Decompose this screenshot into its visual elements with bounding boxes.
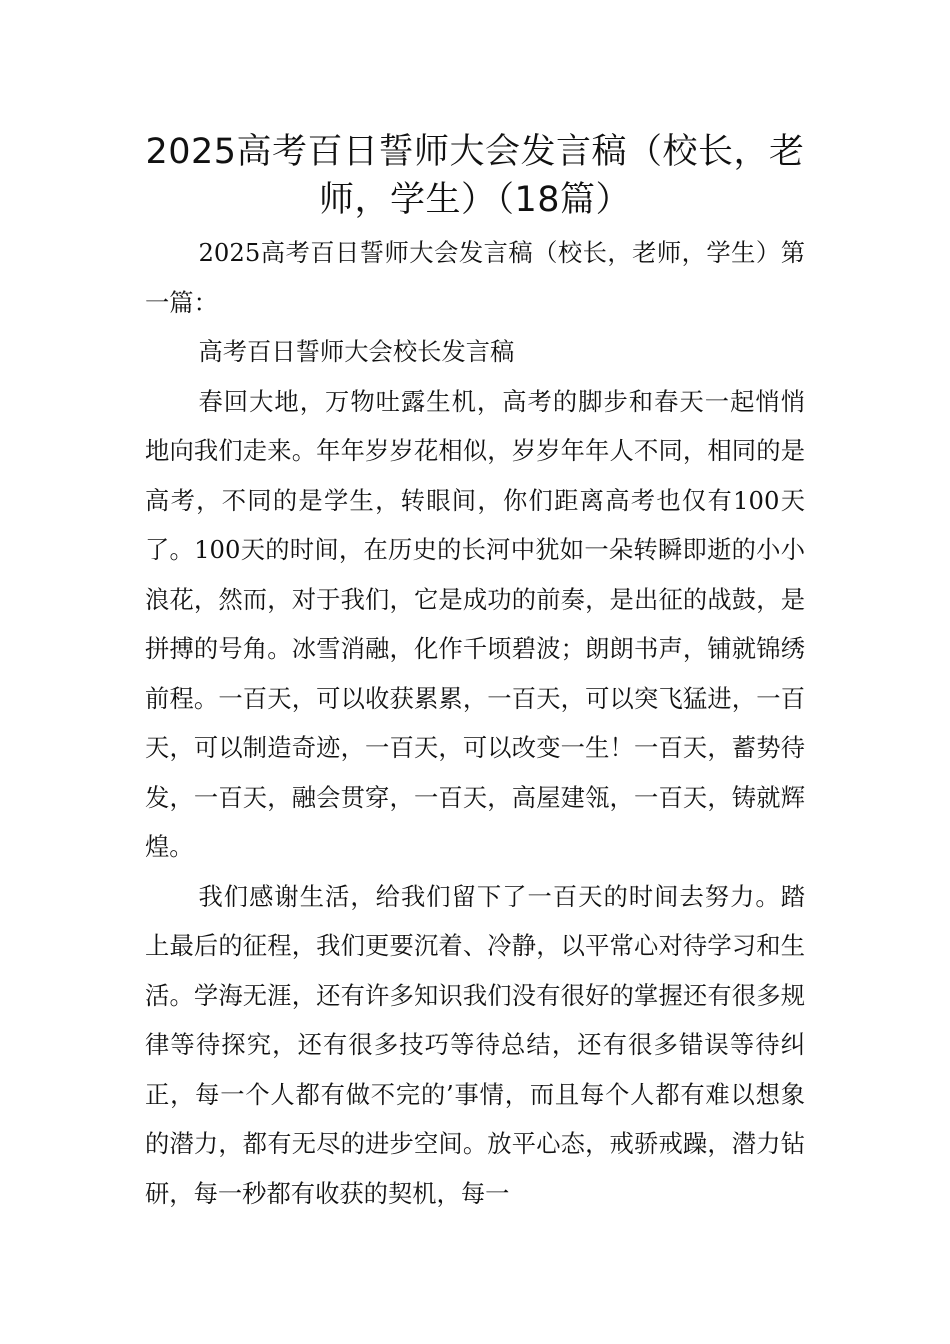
document-subtitle: 2025高考百日誓师大会发言稿（校长，老师，学生）第一篇：: [145, 238, 805, 317]
section-heading: 高考百日誓师大会校长发言稿: [198, 337, 515, 366]
document-title: 2025高考百日誓师大会发言稿（校长，老师，学生）（18篇）: [145, 132, 805, 220]
paragraph-1: 春回大地，万物吐露生机，高考的脚步和春天一起悄悄地向我们走来。年年岁岁花相似，岁岁年年人不同，相同的是高考，不同的是学生，转眼间，你们距离高考也仅有100天了。100天的时间，在历史的长河中犹如一朵转瞬即逝的小小浪花，然而，对于我们，它是成功的前奏，是出征的战鼓，是拼搏的号角。冰雪消融，化作千顷碧波；朗朗书声，铺就锦绣前程。一百天，可以收获累累，一百天，可以突飞猛进，一百天，可以制造奇迹，一百天，可以改变一生！一百天，蓄势待发，一百天，融会贯穿，一百天，高屋建瓴，一百天，铸就辉煌。: [145, 386, 805, 861]
document-body: [145, 228, 805, 1218]
paragraph-2: 我们感谢生活，给我们留下了一百天的时间去努力。踏上最后的征程，我们更要沉着、冷静，以平常心对待学习和生活。学海无涯，还有许多知识我们没有很好的掌握还有很多规律等待探究，还有很多技巧等待总结，还有很多错误等待纠正，每一个人都有做不完的’事情，而且每个人都有难以想象的潜力，都有无尽的进步空间。放平心态，戒骄戒躁，潜力钻研，每一秒都有收获的契机，每一: [145, 881, 805, 1208]
